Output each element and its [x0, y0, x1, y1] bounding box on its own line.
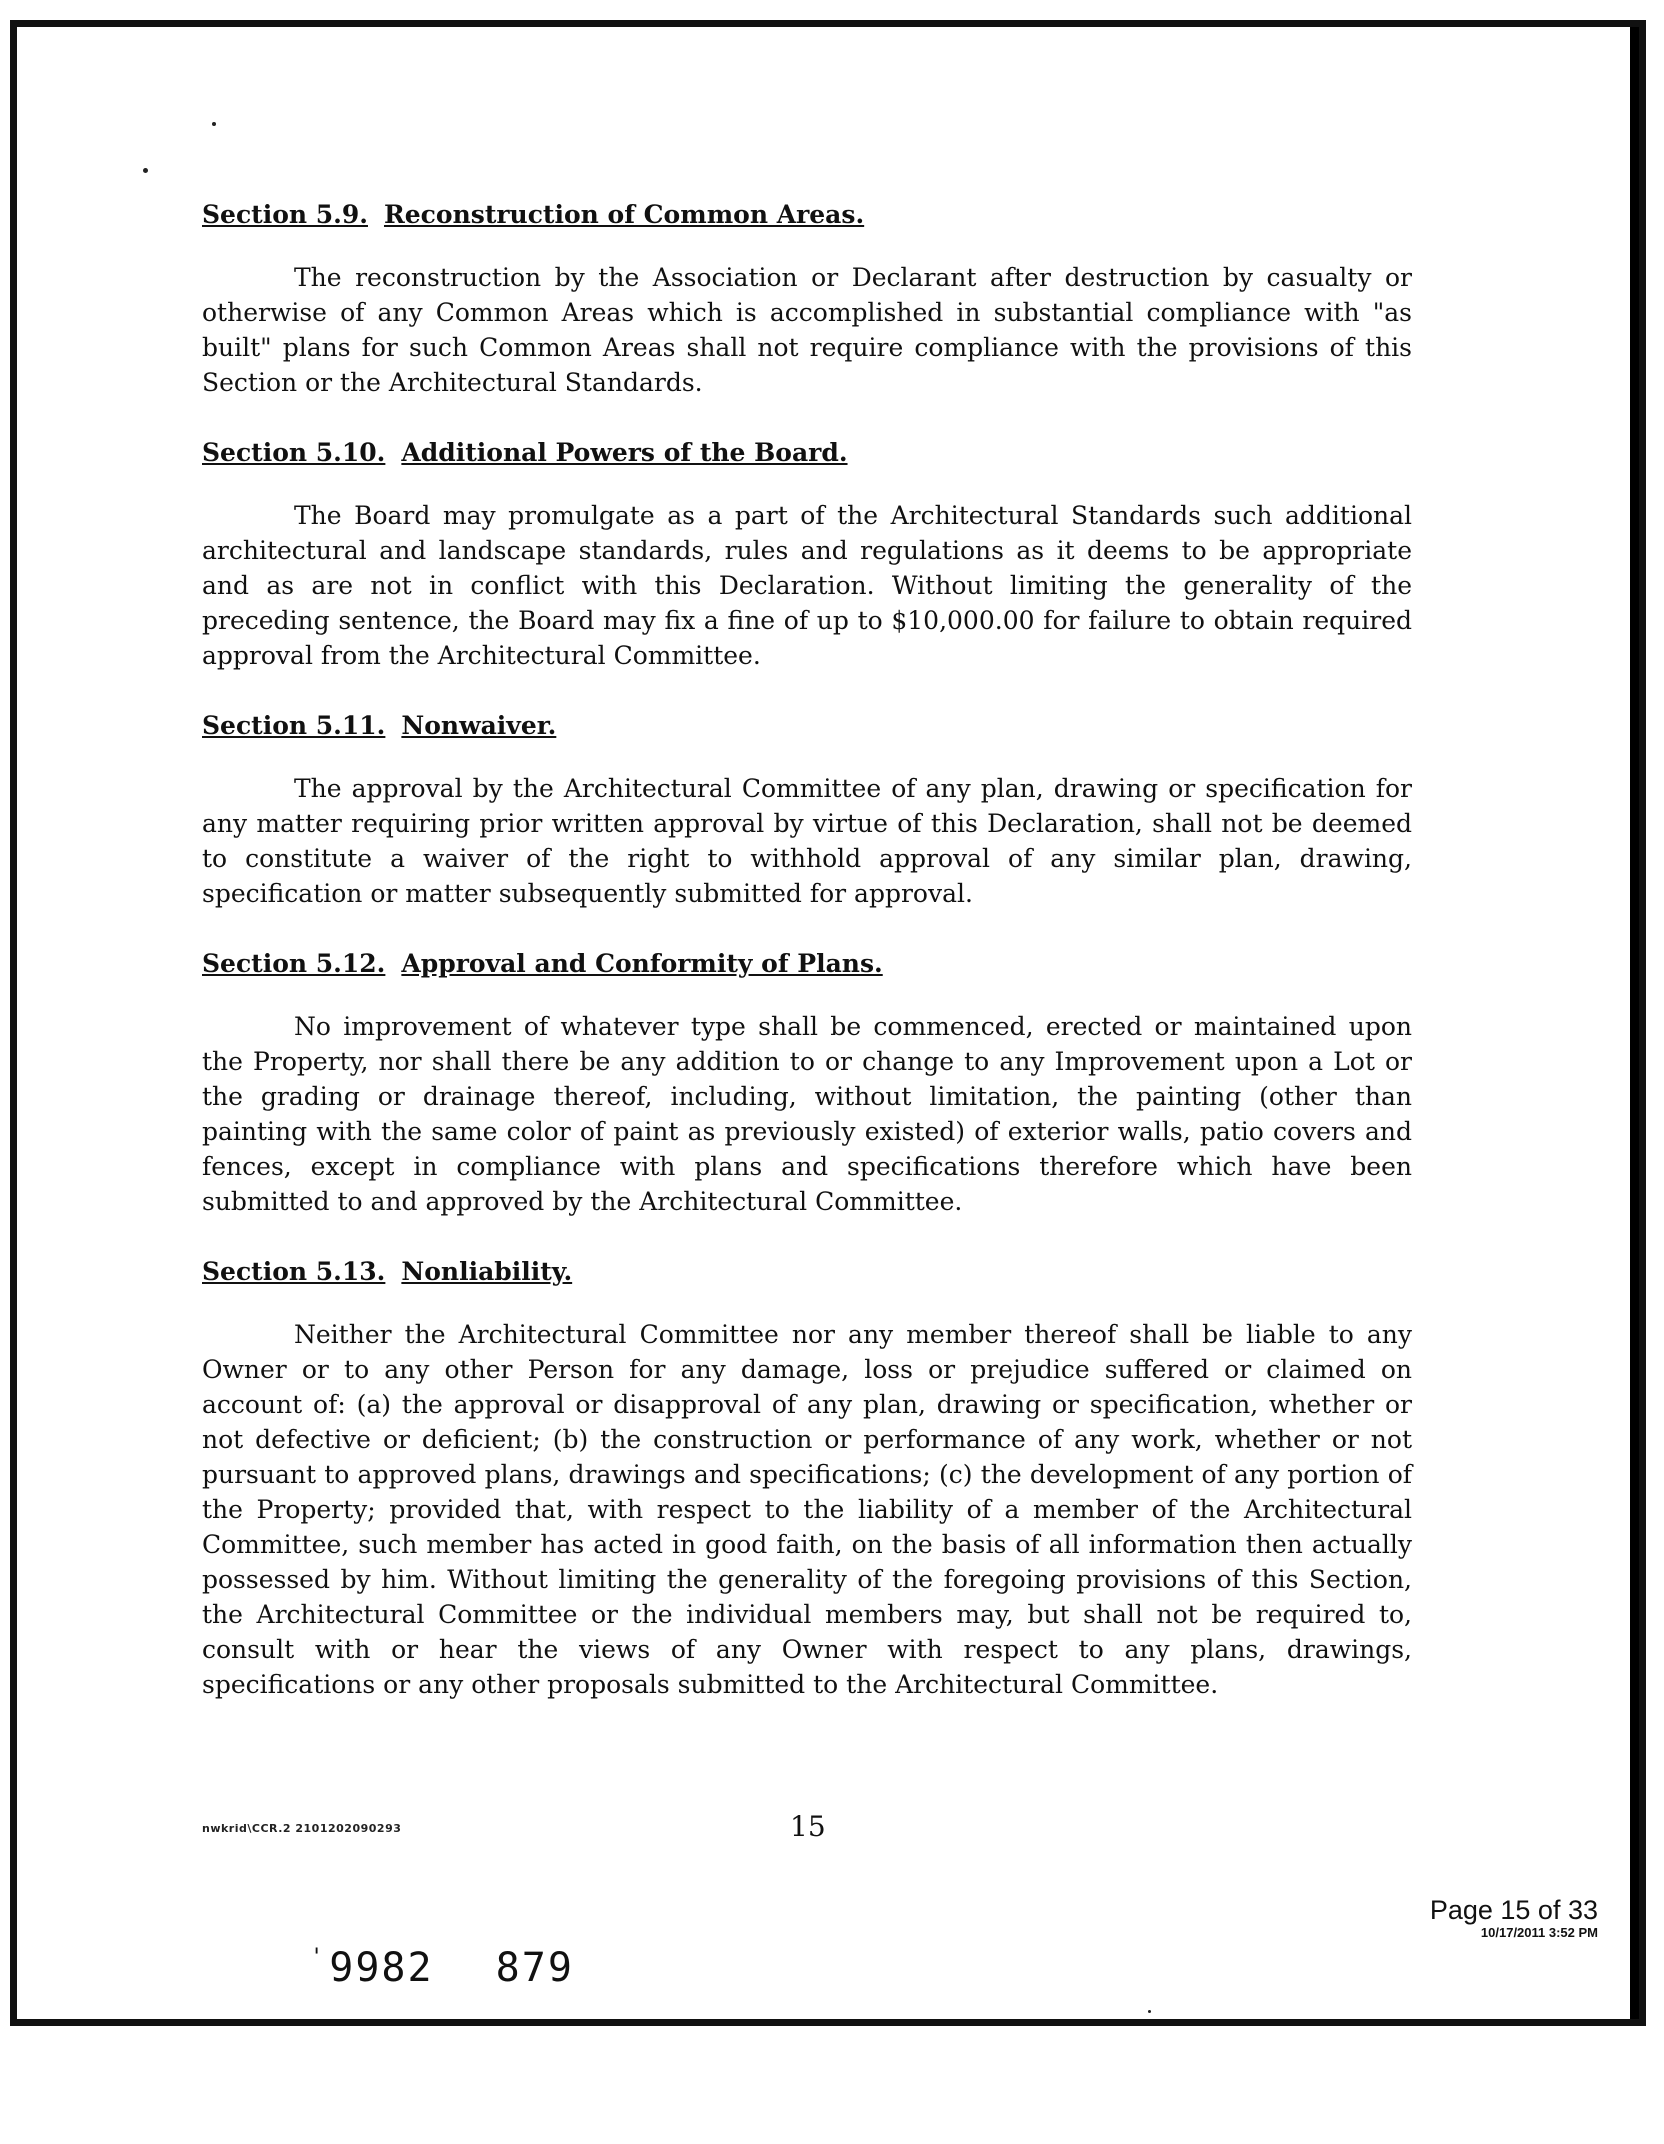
section-5-11: [202, 711, 1412, 911]
section-title: Nonwaiver.: [401, 711, 557, 740]
section-5-9: [202, 200, 1412, 400]
page-number: 15: [790, 1810, 826, 1843]
section-number: Section 5.13.: [202, 1257, 386, 1286]
section-paragraph: Neither the Architectural Committee nor any member thereof shall be liable to any Owner or to any other Person for any damage, loss or prejudice suffered or claimed on account of: (a) the approval or disapproval of any plan, drawing or specification, whether or not defective or deficient; (b) the construction or performance of any work, whether or not pursuant to approved plans, drawings and specifications; (c) the development of any portion of the Property; provided that, with respect to the liability of a member of the Architectural Committee, such member has acted in good faith, on the basis of all information then actually possessed by him. Without limiting the generality of the foregoing provisions of this Section, the Architectural Committee or the individual members may, but shall not be required to, consult with or hear the views of any Owner with respect to any plans, drawings, specifications or any other proposals submitted to the Architectural Committee.: [202, 1320, 1412, 1699]
section-paragraph: No improvement of whatever type shall be commenced, erected or maintained upon the Property, nor shall there be any addition to or change to any Improvement upon a Lot or the grading or drainage thereof, including, without limitation, the painting (other than painting with the same color of paint as previously existed) of exterior walls, patio covers and fences, except in compliance with plans and specifications therefore which have been submitted to and approved by the Architectural Committee.: [202, 1012, 1412, 1216]
section-paragraph: The approval by the Architectural Committee of any plan, drawing or specification for any matter requiring prior written approval by virtue of this Declaration, shall not be deemed to constitute a waiver of the right to withhold approval of any similar plan, drawing, specification or matter subsequently submitted for approval.: [202, 774, 1412, 908]
section-title: Reconstruction of Common Areas.: [383, 200, 865, 229]
document-body: [202, 200, 1412, 1740]
stamp-page: 879: [495, 1945, 574, 1991]
stamp-book: 9982: [329, 1945, 434, 1991]
print-timestamp: 10/17/2011 3:52 PM: [1480, 1925, 1598, 1940]
scan-edge-bar: [1630, 27, 1639, 2019]
section-heading: [202, 438, 1412, 468]
file-reference: nwkrid\CCR.2 2101202090293: [202, 1822, 402, 1835]
section-paragraph: The reconstruction by the Association or Declarant after destruction by casualty or otherwise of any Common Areas which is accomplished in substantial compliance with "as built" plans for such Common Areas shall not require compliance with the provisions of this Section or the Architectural Standards.: [202, 263, 1412, 397]
section-number: Section 5.12.: [202, 949, 386, 978]
page-count-block: [1430, 1895, 1598, 1941]
section-5-10: [202, 438, 1412, 673]
section-number: Section 5.10.: [202, 438, 386, 467]
section-paragraph: The Board may promulgate as a part of the Architectural Standards such additional architectural and landscape standards, rules and regulations as it deems to be appropriate and as are not in conflict with this Declaration. Without limiting the generality of the preceding sentence, the Board may fix a fine of up to $10,000.00 for failure to obtain required approval from the Architectural Committee.: [202, 501, 1412, 670]
section-number: Section 5.11.: [202, 711, 386, 740]
section-title: Approval and Conformity of Plans.: [401, 949, 883, 978]
section-heading: [202, 711, 1412, 741]
scan-speck: [212, 122, 216, 126]
section-heading: [202, 200, 1412, 230]
section-5-13: [202, 1257, 1412, 1702]
section-heading: [202, 949, 1412, 979]
section-heading: [202, 1257, 1412, 1287]
section-5-12: [202, 949, 1412, 1219]
stamp-tick: ': [310, 1945, 326, 1970]
page-count: Page 15 of 33: [1429, 1895, 1598, 1925]
scan-speck: [1148, 2010, 1151, 2013]
recording-stamp: [310, 1945, 574, 1991]
section-number: Section 5.9.: [202, 200, 368, 229]
section-title: Additional Powers of the Board.: [401, 438, 848, 467]
section-title: Nonliability.: [401, 1257, 573, 1286]
scan-speck: [143, 168, 148, 173]
